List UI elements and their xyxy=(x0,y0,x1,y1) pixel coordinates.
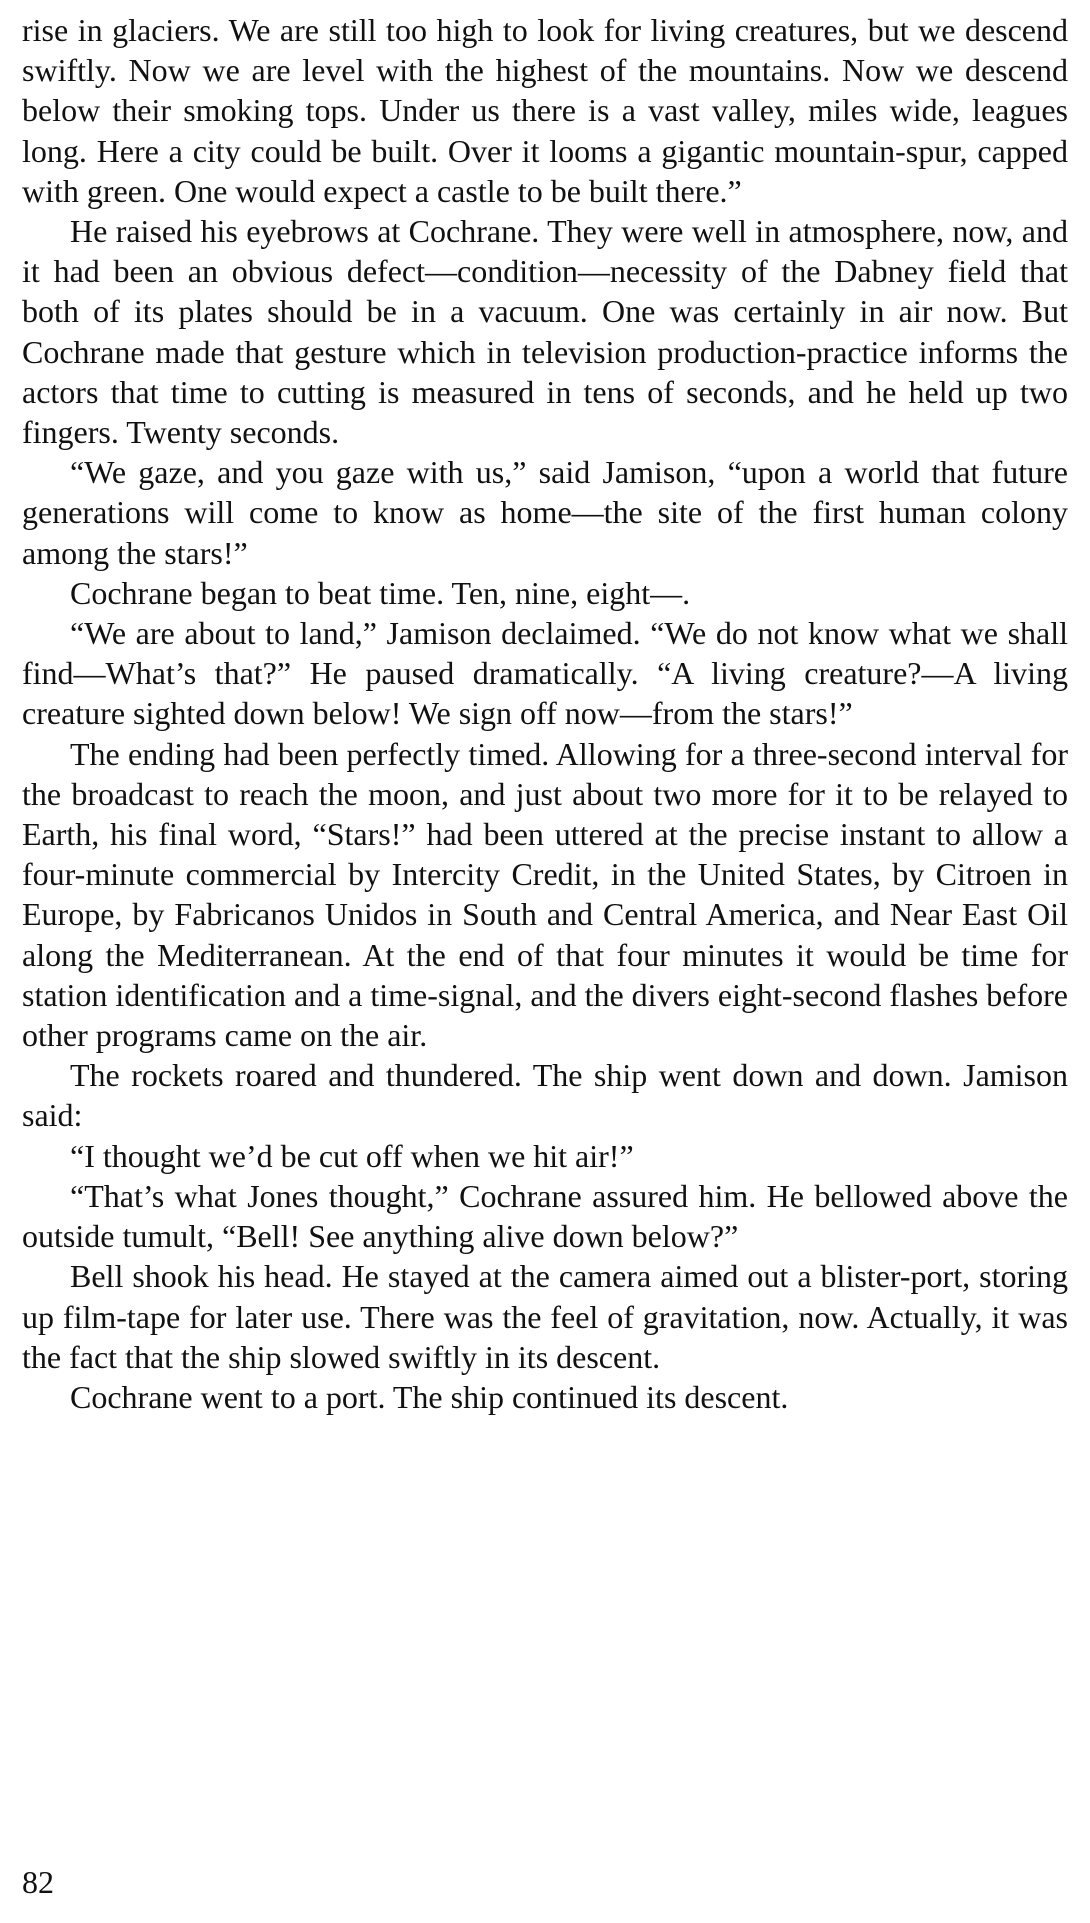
paragraph-2: He raised his eyebrows at Cochrane. They were well in atmosphere, now, and it had been an obvious defect—condition—necessity of the Dabney field that both of its plates should be in a vacuum. One was certainly in air now. But Cochrane made that gesture which in television production-practice informs the actors that time to cutting is measured in tens of seconds, and he held up two fingers. Twenty seconds. xyxy=(22,213,1068,451)
paragraph-10: Bell shook his head. He stayed at the camera aimed out a blister-port, storing up film-tape for later use. There was the feel of gravitation, now. Actually, it was the fact that the ship slowed swiftly in its descent. xyxy=(22,1258,1068,1375)
paragraph-4: Cochrane began to beat time. Ten, nine, eight—. xyxy=(70,574,691,611)
paragraph-11: Cochrane went to a port. The ship continued its descent. xyxy=(70,1378,789,1415)
paragraph-3: “We gaze, and you gaze with us,” said Jamison, “upon a world that future generations will come to know as home—the site of the first human colony among the stars!” xyxy=(22,454,1068,571)
page-number: 82 xyxy=(22,1864,54,1900)
paragraph-6: The ending had been perfectly timed. Allowing for a three-second interval for the broadcast to reach the moon, and just about two more for it to be relayed to Earth, his final word, “Stars!” had been uttered at the precise instant to allow a four-minute commercial by Intercity Credit, in the United States, by Citroen in Europe, by Fabricanos Unidos in South and Central America, and Near East Oil along the Mediterranean. At the end of that four minutes it would be time for station identification and a time-signal, and the divers eight-second flashes before other programs came on the air. xyxy=(22,735,1068,1054)
paragraph-8: “I thought we’d be cut off when we hit air!” xyxy=(70,1137,634,1174)
paragraph-1: rise in glaciers. We are still too high to look for living creatures, but we descend swiftly. Now we are level with the highest of the mountains. Now we descend below their smoking tops. Under us there is a vast valley, miles wide, leagues long. Here a city could be built. Over it looms a gigantic mountain-spur, capped with green. One would expect a castle to be built there.” xyxy=(22,12,1068,209)
paragraph-9: “That’s what Jones thought,” Cochrane assured him. He bellowed above the outside tumult, “Bell! See anything alive down below?” xyxy=(22,1177,1068,1255)
book-page xyxy=(22,10,1068,1910)
paragraph-7: The rockets roared and thundered. The ship went down and down. Jamison said: xyxy=(22,1057,1068,1134)
paragraph-5: “We are about to land,” Jamison declaimed. “We do not know what we shall find—What’s that?” He paused dramatically. “A living creature?—A living creature sighted down below! We sign off now—from the stars!” xyxy=(22,615,1068,732)
